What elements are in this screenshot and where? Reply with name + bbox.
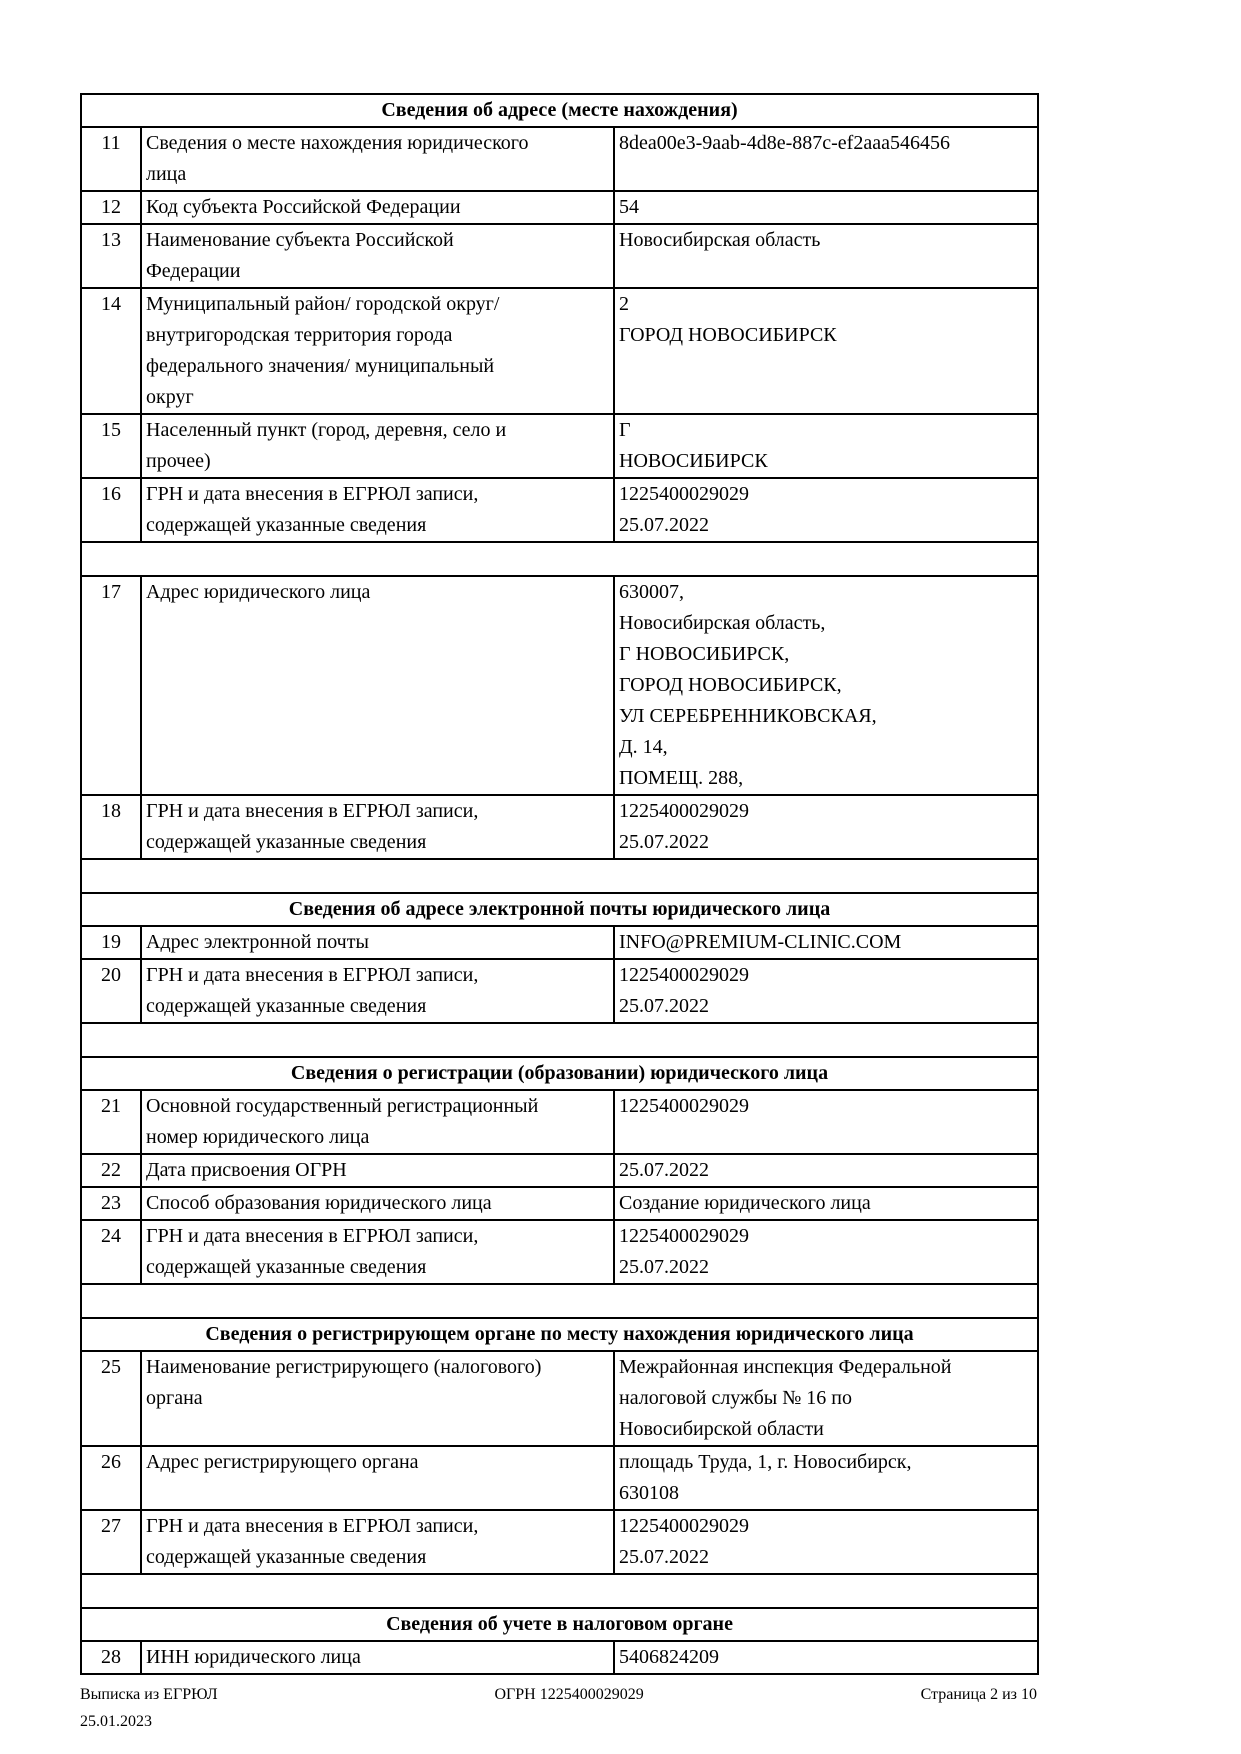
spacer-row <box>81 1284 1038 1318</box>
section-header-row <box>81 1608 1038 1641</box>
footer-document-info <box>80 1681 218 1735</box>
text-line: внутригородская территория города <box>146 324 453 346</box>
row-number: 14 <box>81 288 141 414</box>
text-line: 1225400029029 <box>619 964 749 986</box>
text-line: прочее) <box>146 450 211 472</box>
text-line: лица <box>146 163 187 185</box>
row-label <box>141 1641 614 1674</box>
table-row <box>81 959 1038 1023</box>
text-line: 1225400029029 <box>619 1225 749 1247</box>
table-row <box>81 478 1038 542</box>
row-label <box>141 1154 614 1187</box>
row-label <box>141 576 614 795</box>
table-row <box>81 1090 1038 1154</box>
row-number: 16 <box>81 478 141 542</box>
text-line: Г <box>619 419 631 441</box>
text-line: налоговой службы № 16 по <box>619 1387 852 1409</box>
text-line: Код субъекта Российской Федерации <box>146 196 461 218</box>
row-number: 23 <box>81 1187 141 1220</box>
text-line: содержащей указанные сведения <box>146 1546 427 1568</box>
text-line: 1225400029029 <box>619 483 749 505</box>
footer-doc-date: 25.01.2023 <box>80 1713 152 1730</box>
spacer-cell <box>81 859 1038 893</box>
text-line: Межрайонная инспекция Федеральной <box>619 1356 952 1378</box>
table-row <box>81 1446 1038 1510</box>
row-value <box>614 1220 1038 1284</box>
text-line: ГОРОД НОВОСИБИРСК, <box>619 674 842 696</box>
text-line: Новосибирская область, <box>619 612 826 634</box>
text-line: INFO@PREMIUM-CLINIC.COM <box>619 931 902 953</box>
text-line: Адрес юридического лица <box>146 581 371 603</box>
text-line: Создание юридического лица <box>619 1192 871 1214</box>
spacer-row <box>81 859 1038 893</box>
text-line: 630007, <box>619 581 684 603</box>
spacer-cell <box>81 542 1038 576</box>
row-value <box>614 1154 1038 1187</box>
row-label <box>141 1510 614 1574</box>
row-value <box>614 127 1038 191</box>
row-number: 12 <box>81 191 141 224</box>
row-number: 21 <box>81 1090 141 1154</box>
text-line: НОВОСИБИРСК <box>619 450 768 472</box>
text-line: номер юридического лица <box>146 1126 370 1148</box>
text-line: округ <box>146 386 194 408</box>
text-line: 25.07.2022 <box>619 831 709 853</box>
footer-ogrn: ОГРН 1225400029029 <box>494 1686 644 1703</box>
section-header: Сведения об адресе (месте нахождения) <box>81 94 1038 127</box>
table-row <box>81 1510 1038 1574</box>
row-label <box>141 288 614 414</box>
row-label <box>141 478 614 542</box>
text-line: 25.07.2022 <box>619 514 709 536</box>
row-label <box>141 1446 614 1510</box>
row-number: 20 <box>81 959 141 1023</box>
text-line: ГРН и дата внесения в ЕГРЮЛ записи, <box>146 483 479 505</box>
table-row <box>81 1641 1038 1674</box>
text-line: ГРН и дата внесения в ЕГРЮЛ записи, <box>146 800 479 822</box>
spacer-cell <box>81 1574 1038 1608</box>
text-line: Д. 14, <box>619 736 668 758</box>
text-line: Адрес регистрирующего органа <box>146 1451 419 1473</box>
row-label <box>141 1220 614 1284</box>
text-line: Наименование регистрирующего (налогового) <box>146 1356 542 1378</box>
row-value <box>614 288 1038 414</box>
page-footer <box>80 1681 1037 1735</box>
section-header-row <box>81 1057 1038 1090</box>
text-line: Сведения о месте нахождения юридического <box>146 132 529 154</box>
text-line: 8dea00e3-9aab-4d8e-887c-ef2aaa546456 <box>619 132 950 154</box>
row-label <box>141 795 614 859</box>
table-row <box>81 191 1038 224</box>
row-number: 22 <box>81 1154 141 1187</box>
text-line: 25.07.2022 <box>619 1159 709 1181</box>
row-value <box>614 1351 1038 1446</box>
text-line: ГРН и дата внесения в ЕГРЮЛ записи, <box>146 1225 479 1247</box>
text-line: Федерации <box>146 260 241 282</box>
text-line: ИНН юридического лица <box>146 1646 361 1668</box>
text-line: 25.07.2022 <box>619 995 709 1017</box>
section-header: Сведения об адресе электронной почты юридического лица <box>81 893 1038 926</box>
spacer-row <box>81 1023 1038 1057</box>
row-label <box>141 1187 614 1220</box>
text-line: Новосибирская область <box>619 229 821 251</box>
row-label <box>141 959 614 1023</box>
text-line: 25.07.2022 <box>619 1546 709 1568</box>
text-line: ПОМЕЩ. 288, <box>619 767 744 789</box>
section-header: Сведения о регистрации (образовании) юридического лица <box>81 1057 1038 1090</box>
text-line: 630108 <box>619 1482 679 1504</box>
text-line: Основной государственный регистрационный <box>146 1095 539 1117</box>
text-line: площадь Труда, 1, г. Новосибирск, <box>619 1451 912 1473</box>
text-line: содержащей указанные сведения <box>146 995 427 1017</box>
table-row <box>81 795 1038 859</box>
table-row <box>81 127 1038 191</box>
row-value <box>614 1446 1038 1510</box>
row-value <box>614 1187 1038 1220</box>
row-value <box>614 478 1038 542</box>
row-number: 27 <box>81 1510 141 1574</box>
text-line: федерального значения/ муниципальный <box>146 355 495 377</box>
table-row <box>81 576 1038 795</box>
spacer-cell <box>81 1023 1038 1057</box>
text-line: содержащей указанные сведения <box>146 831 427 853</box>
row-number: 11 <box>81 127 141 191</box>
spacer-row <box>81 1574 1038 1608</box>
document-page <box>80 93 1037 1735</box>
text-line: Г НОВОСИБИРСК, <box>619 643 790 665</box>
text-line: 1225400029029 <box>619 1095 749 1117</box>
text-line: Муниципальный район/ городской округ/ <box>146 293 500 315</box>
row-value <box>614 1510 1038 1574</box>
row-number: 17 <box>81 576 141 795</box>
text-line: содержащей указанные сведения <box>146 1256 427 1278</box>
section-header: Сведения о регистрирующем органе по месту нахождения юридического лица <box>81 1318 1038 1351</box>
row-number: 19 <box>81 926 141 959</box>
text-line: содержащей указанные сведения <box>146 514 427 536</box>
table-row <box>81 1187 1038 1220</box>
text-line: 1225400029029 <box>619 800 749 822</box>
row-label <box>141 127 614 191</box>
table-row <box>81 1351 1038 1446</box>
section-header-row <box>81 94 1038 127</box>
row-number: 24 <box>81 1220 141 1284</box>
text-line: Населенный пункт (город, деревня, село и <box>146 419 507 441</box>
text-line: ГОРОД НОВОСИБИРСК <box>619 324 837 346</box>
text-line: Наименование субъекта Российской <box>146 229 454 251</box>
row-value <box>614 414 1038 478</box>
table-row <box>81 414 1038 478</box>
egrul-table-body <box>81 94 1038 1674</box>
text-line: 5406824209 <box>619 1646 719 1668</box>
text-line: ГРН и дата внесения в ЕГРЮЛ записи, <box>146 964 479 986</box>
text-line: Адрес электронной почты <box>146 931 369 953</box>
section-header-row <box>81 1318 1038 1351</box>
row-number: 25 <box>81 1351 141 1446</box>
spacer-cell <box>81 1284 1038 1318</box>
text-line: УЛ СЕРЕБРЕННИКОВСКАЯ, <box>619 705 877 727</box>
row-value <box>614 191 1038 224</box>
section-header-row <box>81 893 1038 926</box>
row-value <box>614 576 1038 795</box>
egrul-table <box>80 93 1039 1675</box>
table-row <box>81 224 1038 288</box>
row-value <box>614 1641 1038 1674</box>
text-line: Дата присвоения ОГРН <box>146 1159 347 1181</box>
row-number: 18 <box>81 795 141 859</box>
row-label <box>141 1351 614 1446</box>
table-row <box>81 1220 1038 1284</box>
row-number: 26 <box>81 1446 141 1510</box>
table-row <box>81 926 1038 959</box>
row-label <box>141 926 614 959</box>
row-number: 15 <box>81 414 141 478</box>
row-value <box>614 926 1038 959</box>
row-label <box>141 224 614 288</box>
row-label <box>141 191 614 224</box>
text-line: ГРН и дата внесения в ЕГРЮЛ записи, <box>146 1515 479 1537</box>
footer-doc-title: Выписка из ЕГРЮЛ <box>80 1686 218 1703</box>
section-header: Сведения об учете в налоговом органе <box>81 1608 1038 1641</box>
text-line: 1225400029029 <box>619 1515 749 1537</box>
row-number: 28 <box>81 1641 141 1674</box>
row-value <box>614 224 1038 288</box>
text-line: Новосибирской области <box>619 1418 824 1440</box>
table-row <box>81 1154 1038 1187</box>
text-line: 2 <box>619 293 629 315</box>
text-line: 54 <box>619 196 639 218</box>
text-line: органа <box>146 1387 203 1409</box>
footer-page-number: Страница 2 из 10 <box>920 1686 1037 1703</box>
row-number: 13 <box>81 224 141 288</box>
row-value <box>614 1090 1038 1154</box>
row-label <box>141 414 614 478</box>
text-line: 25.07.2022 <box>619 1256 709 1278</box>
text-line: Способ образования юридического лица <box>146 1192 492 1214</box>
table-row <box>81 288 1038 414</box>
row-value <box>614 795 1038 859</box>
spacer-row <box>81 542 1038 576</box>
row-label <box>141 1090 614 1154</box>
row-value <box>614 959 1038 1023</box>
